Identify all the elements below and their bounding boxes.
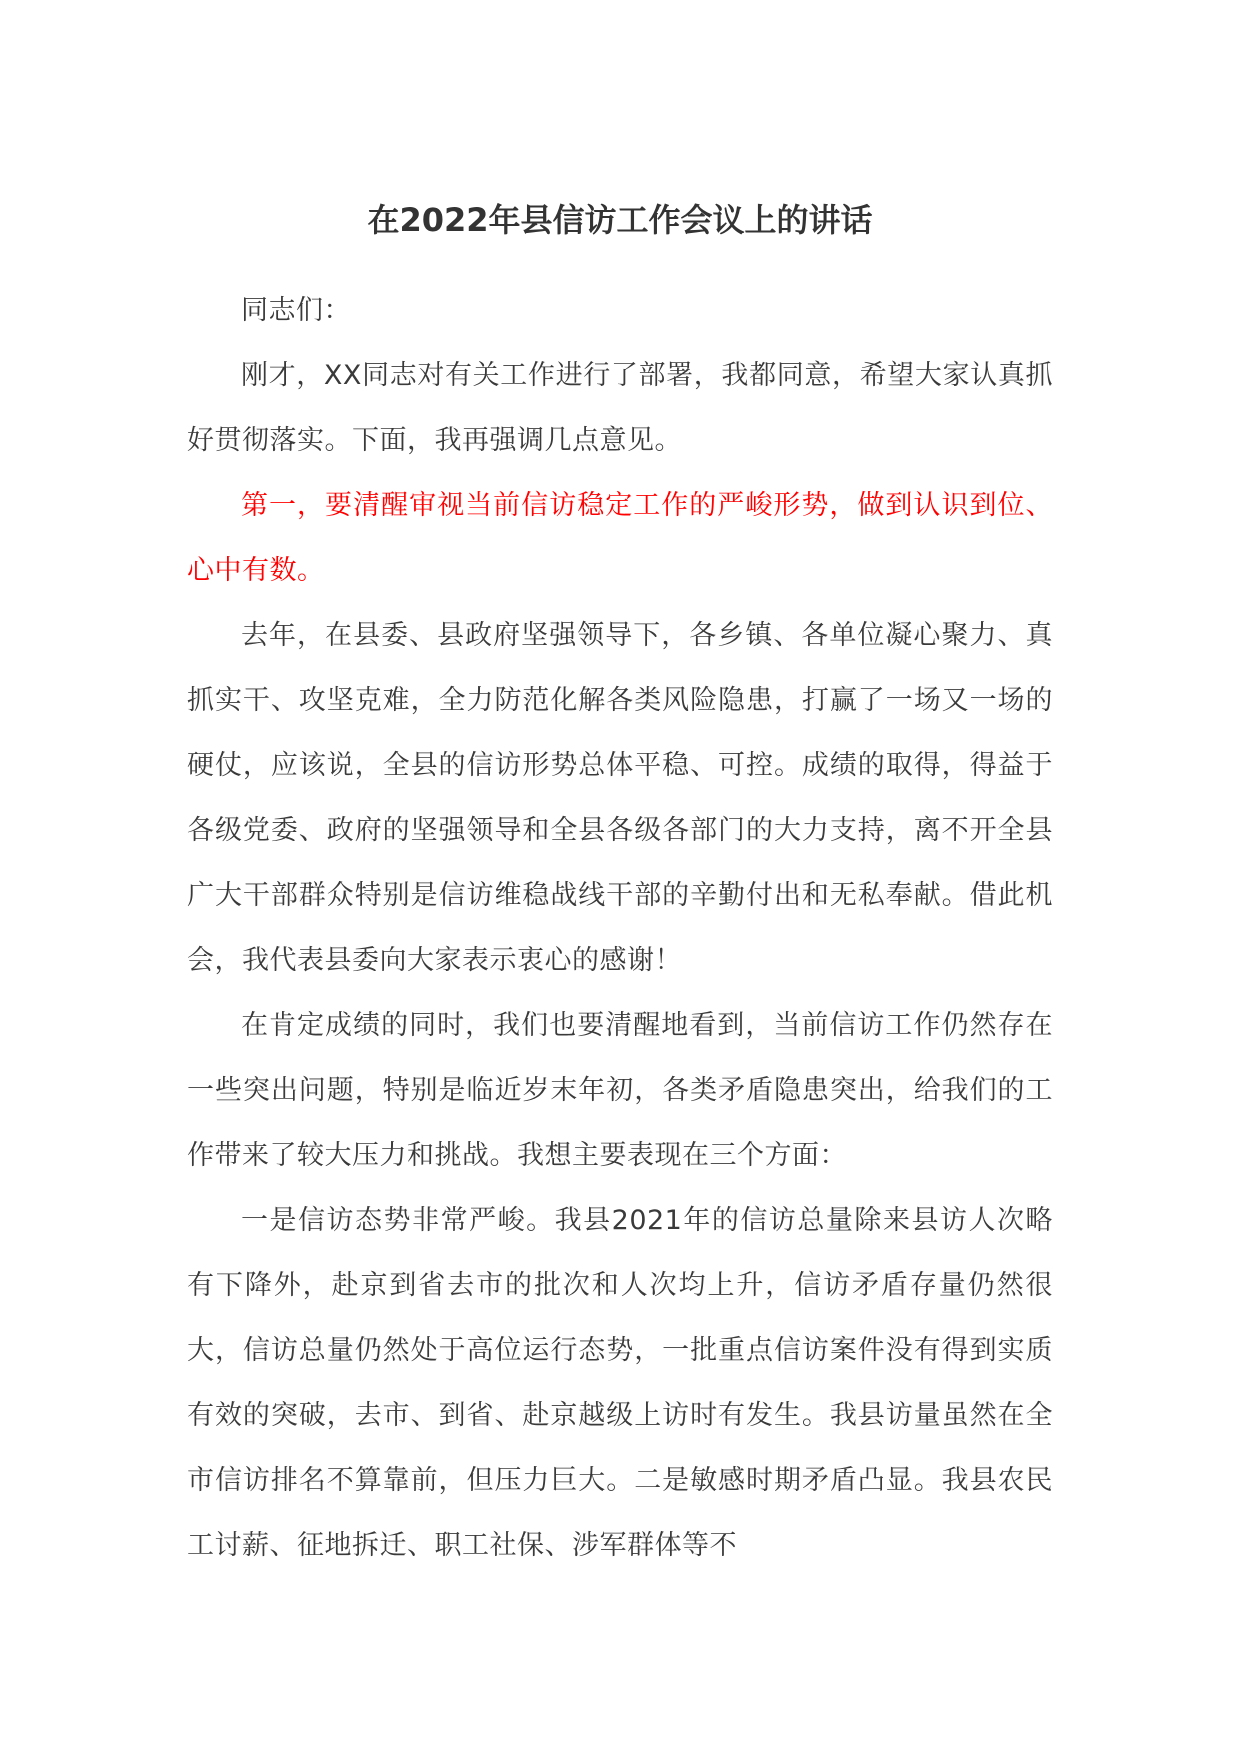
section-heading-paragraph: 第一，要清醒审视当前信访稳定工作的严峻形势，做到认识到位、心中有数。 <box>187 490 1053 586</box>
body-paragraph: 去年，在县委、县政府坚强领导下，各乡镇、各单位凝心聚力、真抓实干、攻坚克难，全力防范化解各类风险隐患，打赢了一场又一场的硬仗，应该说，全县的信访形势总体平稳、可控。成绩的取得，得益于各级党委、政府的坚强领导和全县各级各部门的大力支持，离不开全县广大干部群众特别是信访维稳战线干部的辛勤付出和无私奉献。借此机会，我代表县委向大家表示衷心的感谢！ <box>187 620 1053 976</box>
body-paragraph: 一是信访态势非常严峻。我县2021年的信访总量除来县访人次略有下降外，赴京到省去市的批次和人次均上升，信访矛盾存量仍然很大，信访总量仍然处于高位运行态势，一批重点信访案件没有得到实质有效的突破，去市、到省、赴京越级上访时有发生。我县访量虽然在全市信访排名不算靠前，但压力巨大。二是敏感时期矛盾凸显。我县农民工讨薪、征地拆迁、职工社保、涉军群体等不 <box>187 1205 1053 1561</box>
body-paragraph: 同志们： <box>241 295 351 326</box>
body-paragraph: 在肯定成绩的同时，我们也要清醒地看到，当前信访工作仍然存在一些突出问题，特别是临近岁末年初，各类矛盾隐患突出，给我们的工作带来了较大压力和挑战。我想主要表现在三个方面： <box>187 1010 1053 1171</box>
body-paragraph: 刚才，XX同志对有关工作进行了部署，我都同意，希望大家认真抓好贯彻落实。下面，我再强调几点意见。 <box>187 360 1053 456</box>
document-title: 在2022年县信访工作会议上的讲话 <box>367 201 873 239</box>
document-body <box>187 278 1053 1578</box>
